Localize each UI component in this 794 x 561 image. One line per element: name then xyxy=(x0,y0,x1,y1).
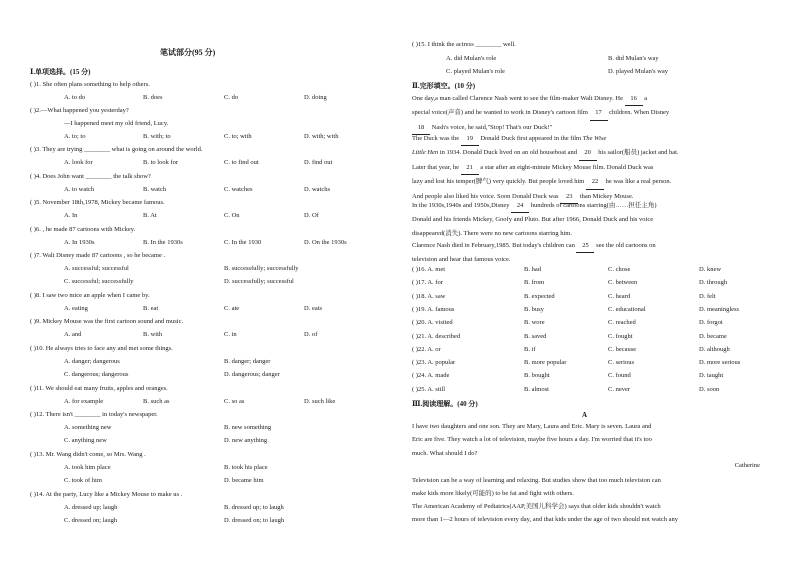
question-14-stem: ( )14. At the party, Lucy like a Mickey Mouse to make us . xyxy=(30,491,183,498)
cloze-option-20-c: C. reached xyxy=(608,319,636,327)
cloze-option-22-c: C. because xyxy=(608,345,637,353)
cloze-option-21-b: B. saved xyxy=(524,332,547,340)
question-7-option-d: D. successfully; successful xyxy=(224,278,294,285)
question-8-stem: ( )8. I saw two mice an apple when I came by. xyxy=(30,292,150,299)
cloze-paragraph-2 xyxy=(412,132,762,204)
question-3-option-c: C. to find out xyxy=(224,159,259,166)
blank-19: 19 xyxy=(461,132,479,146)
cloze-line: Donald and his friends Mickey, Goofy and Pluto. But after 1966, Donald Duck and his voice xyxy=(412,216,654,224)
question-13-option-a: A. took him place xyxy=(64,464,111,471)
question-10-option-a: A. danger; dangerous xyxy=(64,358,120,365)
question-13-stem: ( )13. Mr. Wang didn't come, so Mrs. Wang . xyxy=(30,451,146,458)
question-5-option-a: A. In xyxy=(64,212,78,219)
cloze-option-21-a: ( )21. A. described xyxy=(412,332,461,340)
question-15-option-d: D. played Mulan's way xyxy=(608,68,669,75)
cloze-paragraph-4 xyxy=(412,239,762,267)
question-9-stem: ( )9. Mickey Mouse was the first cartoon sound and music. xyxy=(30,318,184,325)
question-5-option-b: B. At xyxy=(143,212,157,219)
question-2-option-b: B. with; to xyxy=(143,133,171,140)
cloze-option-17-a: ( )17. A. for xyxy=(412,279,443,287)
blank-21: 21 xyxy=(461,161,479,175)
letter-signature: Catherine xyxy=(734,462,760,469)
question-12-option-c: C. anything new xyxy=(64,437,107,444)
question-3-stem: ( )3. They are trying ________ what is going on around the world. xyxy=(30,146,203,153)
cloze-line: Little Hen in 1934. Donald Duck lived on an old houseboat and 20 his sailor(船员) jacket and hat. xyxy=(412,146,762,160)
cloze-option-17-c: C. between xyxy=(608,279,638,287)
question-5-option-d: D. Of xyxy=(304,212,319,219)
question-13-option-d: D. became him xyxy=(224,477,264,484)
cloze-option-19-c: C. educational xyxy=(608,305,646,313)
question-11-option-a: A. for example xyxy=(64,398,104,405)
blank-20: 20 xyxy=(579,146,597,160)
question-14-option-c: C. dressed on; laugh xyxy=(64,517,118,524)
cloze-option-23-a: ( )23. A. popular xyxy=(412,359,456,367)
question-3-option-d: D. find out xyxy=(304,159,333,166)
cloze-option-22-b: B. if xyxy=(524,345,536,353)
question-11-option-d: D. such like xyxy=(304,398,336,405)
reading-line: The American Academy of Pediatrics(AAP,美国儿科学会) says that older kids shouldn't watch xyxy=(412,503,661,510)
cloze-line: The Duck was the 19 Donald Duck first appeared in the film The Wise xyxy=(412,132,762,146)
cloze-option-20-d: D. forgot xyxy=(699,319,723,327)
reading-line: I have two daughters and one son. They are Mary, Laura and Eric. Mary is seven. Laura and xyxy=(412,423,652,430)
reading-paragraph-1 xyxy=(412,420,762,460)
question-4-option-c: C. watches xyxy=(224,186,253,193)
question-10-option-b: B. danger; danger xyxy=(224,358,271,365)
blank-18: 18 xyxy=(412,121,430,135)
question-1-option-c: C. do xyxy=(224,94,239,101)
question-9-option-d: D. of xyxy=(304,331,318,338)
film-title: Little Hen xyxy=(412,149,439,157)
question-11-option-b: B. such as xyxy=(143,398,170,405)
cloze-option-23-b: B. more popular xyxy=(524,359,567,367)
question-2-option-c: C. to; with xyxy=(224,133,252,140)
reading-line: make kids more likely(可能的) to be fat and fight with others. xyxy=(412,490,574,498)
question-15-stem: ( )15. I think the actress ________ well. xyxy=(412,41,516,48)
question-1-option-a: A. to do xyxy=(64,94,86,101)
cloze-option-20-a: ( )20. A. visited xyxy=(412,319,453,327)
question-8-option-b: B. eat xyxy=(143,305,159,312)
question-14-option-d: D. dressed on; to laugh xyxy=(224,517,285,524)
cloze-line: television and hear that famous voice. xyxy=(412,256,511,264)
question-12-option-a: A. something new xyxy=(64,424,112,431)
question-14-option-b: B. dressed up; to laugh xyxy=(224,504,284,511)
blank-16: 16 xyxy=(625,92,643,106)
blank-25: 25 xyxy=(576,239,594,253)
question-15-option-b: B. did Mulan's way xyxy=(608,55,659,62)
cloze-option-18-a: ( )18. A. saw xyxy=(412,292,446,300)
cloze-option-24-b: B. bought xyxy=(524,372,550,380)
blank-24: 24 xyxy=(511,199,529,213)
cloze-line: Clarence Nash died in February,1985. But today's children can 25 see the old cartoons on xyxy=(412,239,762,253)
question-10-option-c: C. dangerous; dangerous xyxy=(64,371,129,378)
passage-label: A xyxy=(582,411,588,419)
cloze-option-22-d: D. although xyxy=(699,345,730,353)
section2-heading: Ⅱ.完形填空。(10 分) xyxy=(412,82,476,90)
cloze-option-25-b: B. almost xyxy=(524,385,549,393)
cloze-option-20-b: B. wore xyxy=(524,319,545,327)
cloze-paragraph-1 xyxy=(412,92,762,135)
cloze-option-16-c: C. chose xyxy=(608,266,631,273)
section1-heading: Ⅰ.单项选择。(15 分) xyxy=(30,68,91,76)
cloze-line: One day,a man called Clarence Nash went to see the film-maker Walt Disney. He 16 a xyxy=(412,92,762,106)
question-1-stem: ( )1. She often plans something to help others. xyxy=(30,81,150,88)
cloze-option-22-a: ( )22. A. or xyxy=(412,345,441,353)
cloze-line: lazy and lost his temper(脾气) very quickly. But people loved him 22 he was like a real person. xyxy=(412,175,762,189)
cloze-option-18-c: C. heard xyxy=(608,292,631,300)
question-4-option-a: A. to watch xyxy=(64,186,95,193)
cloze-line: 18 Nash's voice, he said,"Stop! That's our Duck!" xyxy=(412,121,762,135)
film-title: The Wise xyxy=(582,135,607,142)
reading-line: Television can be a way of learning and relaxing. But studies show that too much television can xyxy=(412,477,661,484)
cloze-option-24-a: ( )24. A. made xyxy=(412,372,450,380)
question-5-option-c: C. On xyxy=(224,212,240,219)
question-13-option-c: C. took of him xyxy=(64,477,102,484)
question-15-option-a: A. did Mulan's role xyxy=(446,55,497,62)
cloze-option-19-a: ( )19. A. famous xyxy=(412,305,455,313)
cloze-option-23-d: D. more serious xyxy=(699,359,741,367)
blank-23: 23 xyxy=(560,190,578,204)
question-4-option-b: B. watch xyxy=(143,186,167,193)
question-6-stem: ( )6. , he made 87 cartoons with Mickey. xyxy=(30,226,136,233)
cloze-option-16-a: ( )16. A. met xyxy=(412,266,446,273)
cloze-option-16-d: D. knew xyxy=(699,266,722,273)
cloze-option-25-c: C. never xyxy=(608,385,631,393)
question-7-option-b: B. successfully; successfully xyxy=(224,265,299,272)
question-4-option-d: D. watchs xyxy=(304,186,330,193)
cloze-line: Later that year, he 21 a star after an eight-minute Mickey Mouse film. Donald Duck was xyxy=(412,161,762,175)
question-9-option-b: B. with xyxy=(143,331,163,338)
cloze-option-21-c: C. fought xyxy=(608,332,633,340)
question-6-option-b: B. In the 1930s xyxy=(143,239,183,246)
question-15-option-c: C. played Mulan's role xyxy=(446,68,505,75)
blank-22: 22 xyxy=(586,175,604,189)
question-8-option-a: A. eating xyxy=(64,305,88,312)
question-1-option-d: D. doing xyxy=(304,94,327,101)
cloze-option-18-b: B. expected xyxy=(524,292,555,300)
cloze-option-21-d: D. became xyxy=(699,332,727,340)
cloze-option-24-d: D. taught xyxy=(699,372,724,380)
question-10-stem: ( )10. He always tries to face any and met some things. xyxy=(30,345,173,352)
reading-line: more than 1—2 hours of television every day, and that kids under the age of two should not watch any xyxy=(412,516,679,524)
question-7-stem: ( )7. Walt Disney made 87 cartoons , so he became . xyxy=(30,252,166,259)
question-9-option-c: C. in xyxy=(224,331,237,338)
question-12-stem: ( )12. There isn't ________ in today's newspaper. xyxy=(30,411,158,418)
reading-paragraph-3 xyxy=(412,500,762,527)
blank-17: 17 xyxy=(590,106,608,120)
cloze-line: In the 1930s,1940s and 1950s,Disney 24 hundreds of cartoons starring(由……担任主角) xyxy=(412,199,762,213)
question-6-option-a: A. In 1930s xyxy=(64,239,95,246)
question-8-option-c: C. ate xyxy=(224,305,240,312)
question-11-option-c: C. so as xyxy=(224,398,245,405)
cloze-option-24-c: C. found xyxy=(608,372,631,380)
question-13-option-b: B. took his place xyxy=(224,464,268,471)
reading-line: much. What should I do? xyxy=(412,449,478,457)
cloze-line: disappeared(消失). There were no new cartoons starring him. xyxy=(412,229,572,237)
question-12-option-d: D. new anything xyxy=(224,437,268,444)
reading-paragraph-2 xyxy=(412,474,762,501)
question-7-option-a: A. successful; successful xyxy=(64,265,129,272)
page-title: 笔试部分(95 分) xyxy=(160,48,216,57)
question-14-option-a: A. dressed up; laugh xyxy=(64,504,118,511)
question-2-option-a: A. to; to xyxy=(64,133,86,140)
question-6-option-c: C. In the 1930 xyxy=(224,239,262,246)
cloze-paragraph-3 xyxy=(412,199,762,240)
cloze-option-17-d: D. through xyxy=(699,279,728,287)
question-8-option-d: D. eats xyxy=(304,305,323,312)
cloze-option-16-b: B. had xyxy=(524,266,541,273)
question-6-option-d: D. On the 1930s xyxy=(304,239,347,246)
question-2-stem-reply: —I happened meet my old friend, Lucy. xyxy=(64,120,169,127)
question-4-stem: ( )4. Does John want ________ the talk show? xyxy=(30,173,151,180)
cloze-option-25-d: D. soon xyxy=(699,385,720,393)
question-7-option-c: C. successful; successfully xyxy=(64,278,134,285)
question-3-option-a: A. look for xyxy=(64,159,93,166)
reading-line: Eric are five. They watch a lot of television, maybe five hours a day. I'm worried that it's too xyxy=(412,436,652,444)
cloze-option-18-d: D. felt xyxy=(699,292,716,300)
question-3-option-b: B. to look for xyxy=(143,159,179,166)
cloze-line: special voice(声音) and he wanted to work in Disney's cartoon film 17 children. When Disney xyxy=(412,106,762,120)
cloze-option-17-b: B. from xyxy=(524,279,545,287)
cloze-line: And people also liked his voice. Soon Donald Duck was 23 than Mickey Mouse. xyxy=(412,190,762,204)
question-9-option-a: A. and xyxy=(64,331,82,338)
question-10-option-d: D. dangerous; danger xyxy=(224,371,280,378)
question-5-stem: ( )5. November 18th,1978, Mickey became famous. xyxy=(30,199,165,206)
question-1-option-b: B. does xyxy=(143,94,163,101)
section3-heading: Ⅲ.阅读理解。(40 分) xyxy=(412,400,478,408)
question-2-stem: ( )2.—What happened you yesterday? xyxy=(30,107,129,114)
question-11-stem: ( )11. We should eat many fruits, apples and oranges. xyxy=(30,385,168,392)
cloze-option-25-a: ( )25. A. still xyxy=(412,385,446,393)
question-2-option-d: D. with; with xyxy=(304,133,339,140)
cloze-option-19-b: B. busy xyxy=(524,305,544,313)
cloze-option-19-d: D. meaningless xyxy=(699,305,740,313)
cloze-option-23-c: C. serious xyxy=(608,359,634,367)
question-12-option-b: B. new something xyxy=(224,424,272,431)
